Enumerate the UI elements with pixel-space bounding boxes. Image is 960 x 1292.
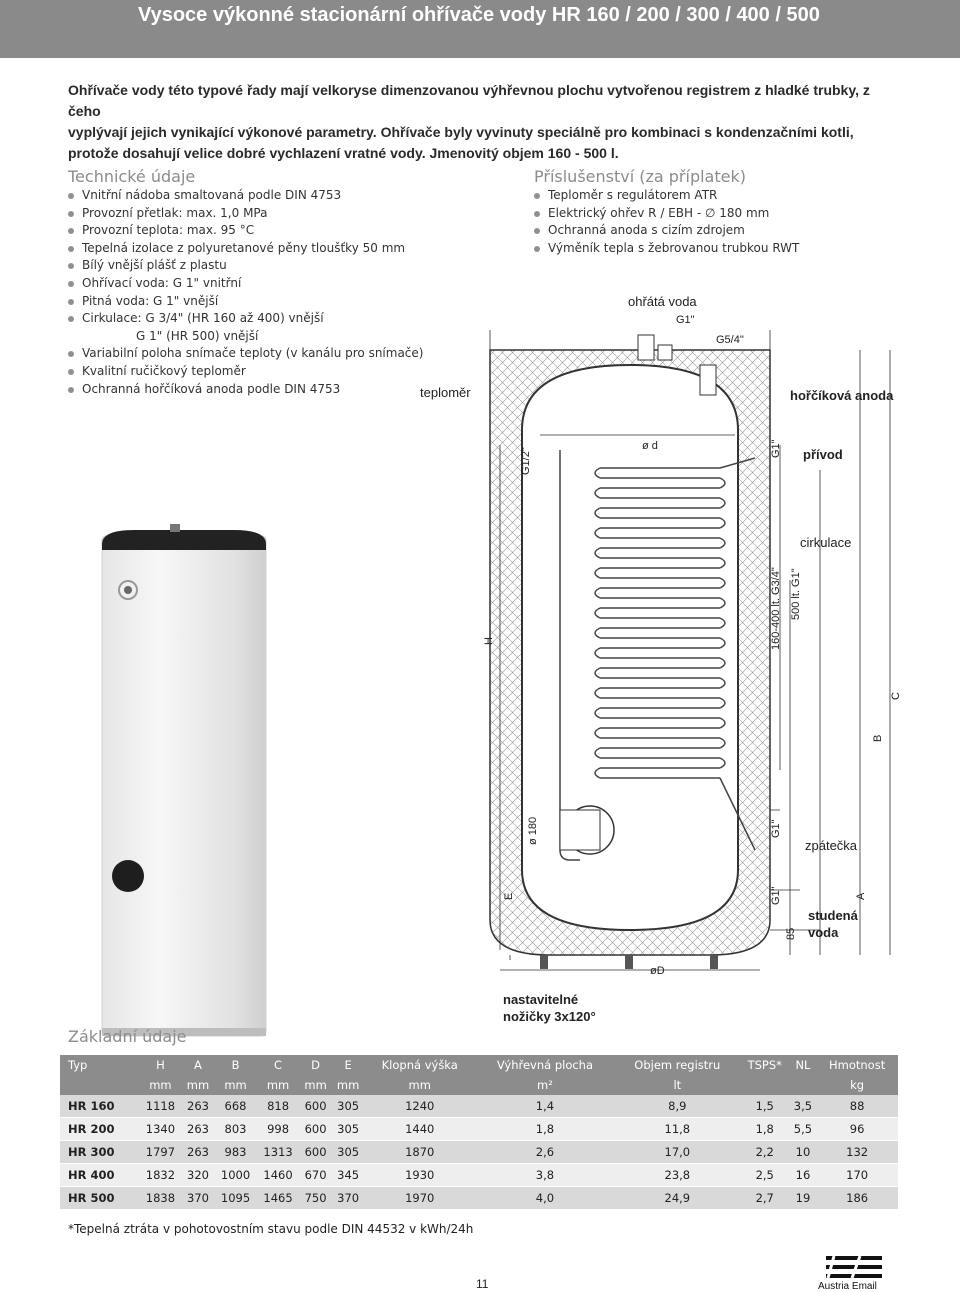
unit-header: mm	[364, 1075, 475, 1095]
unit-header	[790, 1075, 817, 1095]
unit-header: mm	[214, 1075, 257, 1095]
unit-header: kg	[816, 1075, 898, 1095]
label-circulation: cirkulace	[800, 535, 852, 550]
unit-header: lt	[615, 1075, 740, 1095]
footnote: *Tepelná ztráta v pohotovostním stavu podle DIN 44532 v kWh/24h	[68, 1222, 474, 1236]
bullet-icon	[68, 228, 74, 234]
bullet-icon	[68, 387, 74, 393]
intro-line: Ohřívače vody této typové řady mají velkoryse dimenzovanou výhřevnou plochu vytvořenou registrem z hladké trubky, z čeho	[68, 82, 870, 119]
label-C: C	[890, 692, 902, 700]
bullet-icon	[534, 228, 540, 234]
label-feet: nastavitelné	[503, 992, 579, 1007]
list-item: Pitná voda: G 1" vnější	[68, 293, 423, 311]
table-units-row	[60, 1075, 898, 1095]
technical-list	[68, 187, 423, 398]
list-item: Provozní přetlak: max. 1,0 MPa	[68, 205, 423, 223]
table-row: HR 400 1832 320 1000 1460 670 345 1930 3,8 23,8 2,5 16 170	[60, 1164, 898, 1187]
intro-paragraph	[68, 80, 898, 164]
label-circ-500: 500 lt. G1"	[790, 568, 802, 620]
col-header: TSPS*	[740, 1055, 790, 1075]
list-item: Provozní teplota: max. 95 °C	[68, 222, 423, 240]
list-item: Tepelná izolace z polyuretanové pěny tloušťky 50 mm	[68, 240, 423, 258]
list-item: Ochranná hořčíková anoda podle DIN 4753	[68, 381, 423, 399]
table-row: HR 300 1797 263 983 1313 600 305 1870 2,6 17,0 2,2 10 132	[60, 1141, 898, 1164]
label-g54: G5/4"	[716, 334, 744, 346]
label-85: 85	[785, 927, 797, 940]
label-o180: ø 180	[527, 816, 539, 845]
bullet-icon	[68, 299, 74, 305]
col-header: A	[182, 1055, 215, 1075]
basic-data-table	[60, 1055, 898, 1210]
table-row: HR 160 1118 263 668 818 600 305 1240 1,4 8,9 1,5 3,5 88	[60, 1095, 898, 1118]
col-header: C	[257, 1055, 300, 1075]
page-number: 11	[476, 1277, 489, 1291]
label-supply: přívod	[803, 447, 843, 462]
bullet-icon	[534, 246, 540, 252]
unit-header: mm	[299, 1075, 332, 1095]
label-B: B	[872, 734, 884, 742]
logo-text: Austria Email	[818, 1281, 877, 1292]
unit-header	[740, 1075, 790, 1095]
bullet-icon	[68, 211, 74, 217]
unit-header: mm	[139, 1075, 182, 1095]
bullet-icon	[68, 193, 74, 199]
label-anode: hořčíková anoda	[790, 388, 894, 403]
col-header: Klopná výška	[364, 1055, 475, 1075]
label-return: zpátečka	[805, 838, 858, 853]
label-od: ø d	[642, 440, 658, 452]
intro-line: vyplývají jejich vynikající výkonové parametry. Ohřívače byly vyvinuty speciálně pro kombinaci s kondenzačními kotli,	[68, 124, 854, 140]
col-header: Objem registru	[615, 1055, 740, 1075]
label-g1-return: G1"	[770, 819, 782, 838]
austria-email-logo	[812, 1252, 898, 1292]
list-item: Teploměr s regulátorem ATR	[534, 187, 799, 205]
label-H: H	[483, 637, 495, 645]
col-header: H	[139, 1055, 182, 1075]
label-cold-water: studená	[808, 908, 858, 923]
label-g12: G1/2"	[520, 447, 532, 475]
label-feet-2: nožičky 3x120°	[503, 1009, 596, 1024]
label-hot-water: ohřátá voda	[628, 294, 697, 309]
list-item: Výměník tepla s žebrovanou trubkou RWT	[534, 240, 799, 258]
label-cold-water-2: voda	[808, 925, 839, 940]
list-item: Kvalitní ručičkový teploměr	[68, 363, 423, 381]
table-row: HR 500 1838 370 1095 1465 750 370 1970 4,0 24,9 2,7 19 186	[60, 1187, 898, 1210]
bullet-icon	[534, 211, 540, 217]
accessories-title: Příslušenství (za příplatek)	[534, 167, 746, 186]
unit-header: m²	[475, 1075, 615, 1095]
unit-header: mm	[257, 1075, 300, 1095]
unit-header: mm	[332, 1075, 365, 1095]
col-header: NL	[790, 1055, 817, 1075]
header-bar	[0, 0, 960, 58]
col-header: Typ	[60, 1055, 139, 1075]
list-item: Ohřívací voda: G 1" vnitřní	[68, 275, 423, 293]
list-item: Cirkulace: G 3/4" (HR 160 až 400) vnější	[68, 310, 423, 328]
col-header: E	[332, 1055, 365, 1075]
list-item: Ochranná anoda s cizím zdrojem	[534, 222, 799, 240]
bullet-icon	[68, 369, 74, 375]
technical-title: Technické údaje	[68, 167, 196, 186]
col-header: B	[214, 1055, 257, 1075]
list-item: Vnitřní nádoba smaltovaná podle DIN 4753	[68, 187, 423, 205]
list-item: Bílý vnější plášť z plastu	[68, 257, 423, 275]
bullet-icon	[68, 263, 74, 269]
list-item: Elektrický ohřev R / EBH - ∅ 180 mm	[534, 205, 799, 223]
list-item-continuation: G 1" (HR 500) vnější	[136, 328, 259, 343]
label-thermometer: teploměr	[420, 385, 471, 400]
col-header: Výhřevná plocha	[475, 1055, 615, 1075]
label-E: E	[503, 892, 515, 900]
unit-header: mm	[182, 1075, 215, 1095]
label-g1-top: G1"	[676, 314, 695, 326]
table-row: HR 200 1340 263 803 998 600 305 1440 1,8 11,8 1,8 5,5 96	[60, 1118, 898, 1141]
intro-line: protože dosahují velice dobré vychlazení vratné vody. Jmenovitý objem 160 - 500 l.	[68, 145, 619, 161]
bullet-icon	[68, 246, 74, 252]
bullet-icon	[68, 316, 74, 322]
label-g1-side: G1"	[770, 439, 782, 458]
logo-mark-icon	[812, 1252, 898, 1282]
bullet-icon	[68, 351, 74, 357]
bullet-icon	[68, 281, 74, 287]
label-g1-cold: G1"	[770, 886, 782, 905]
unit-header	[60, 1075, 139, 1095]
label-oD: øD	[650, 965, 665, 977]
table-header-row	[60, 1055, 898, 1075]
basic-data-title: Základní údaje	[68, 1027, 187, 1046]
label-circ-range: 160-400 lt. G3/4"	[770, 567, 782, 650]
label-A: A	[855, 892, 867, 900]
page-title: Vysoce výkonné stacionární ohřívače vody HR 160 / 200 / 300 / 400 / 500	[138, 4, 820, 26]
heater-product-image	[94, 520, 274, 1040]
col-header: Hmotnost	[816, 1055, 898, 1075]
bullet-icon	[534, 193, 540, 199]
list-item: Variabilní poloha snímače teploty (v kanálu pro snímače)	[68, 345, 423, 363]
col-header: D	[299, 1055, 332, 1075]
accessories-list	[534, 187, 799, 257]
